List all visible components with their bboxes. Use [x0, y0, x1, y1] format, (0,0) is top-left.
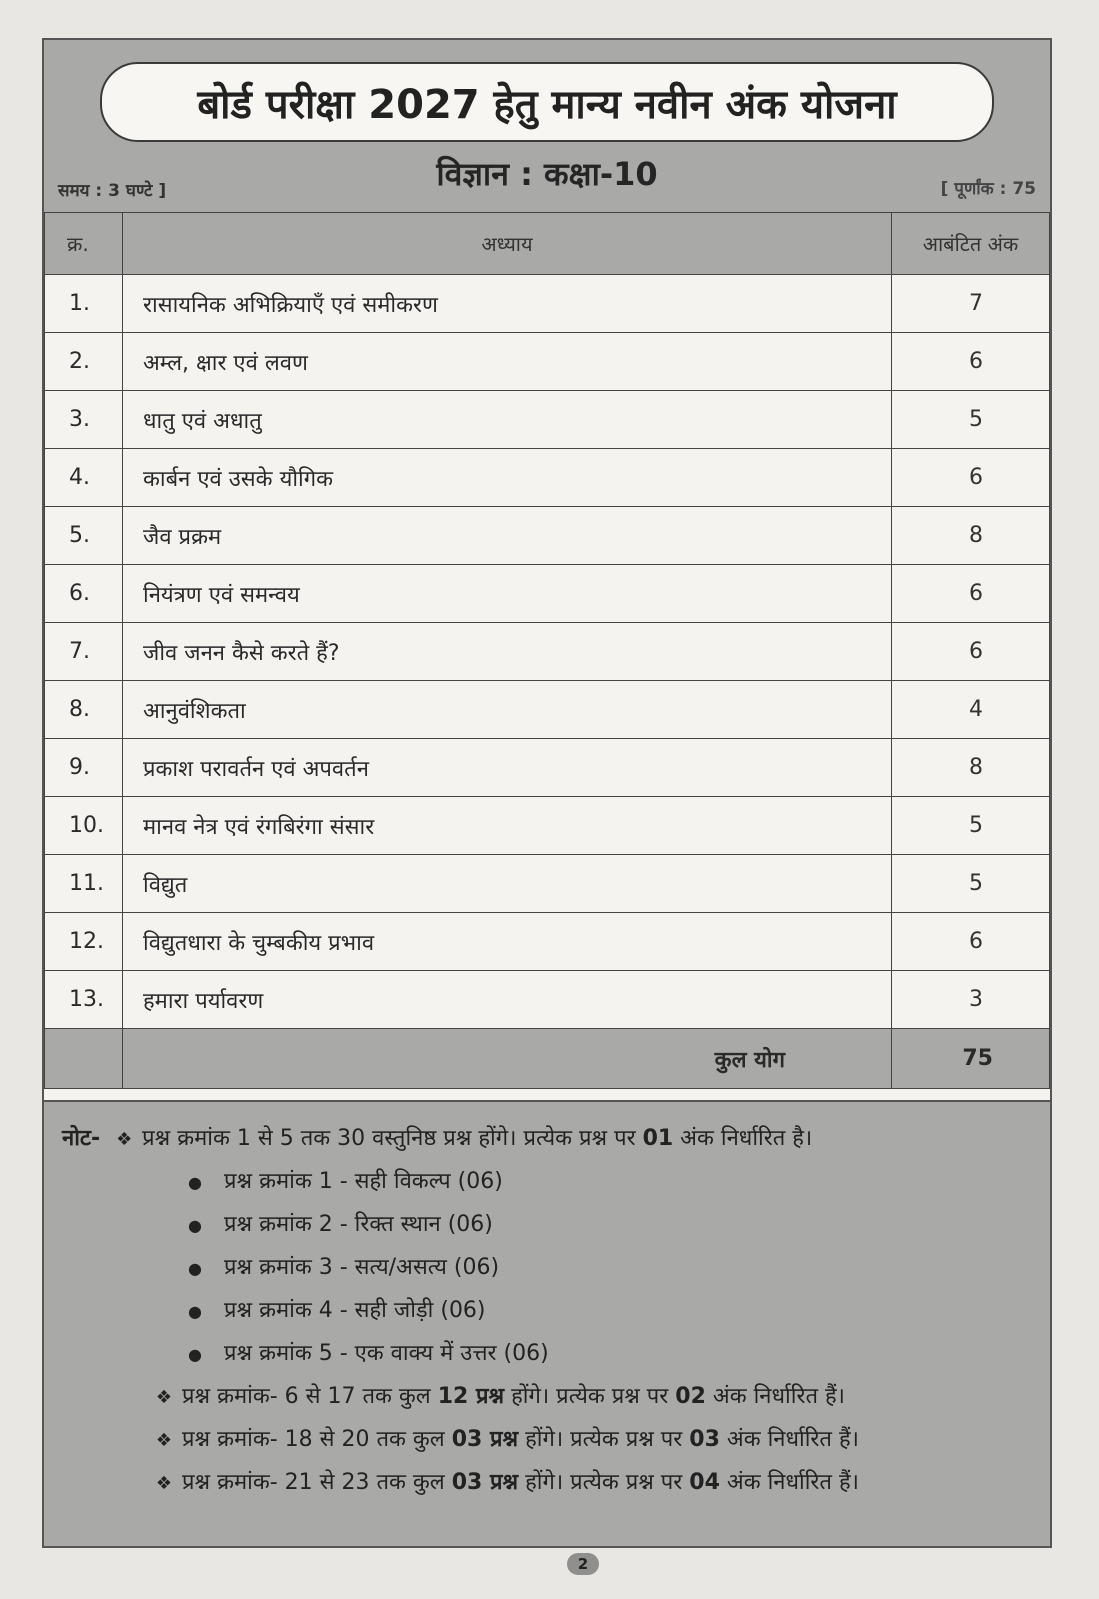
table-row — [45, 391, 1050, 449]
row-chapter: हमारा पर्यावरण — [123, 971, 892, 1029]
note-text-part: अंक निर्धारित हैं। — [719, 1470, 859, 1495]
row-marks: 3 — [892, 971, 1050, 1029]
note-bold-value: 12 प्रश्न — [437, 1384, 505, 1409]
row-chapter: रासायनिक अभिक्रियाएँ एवं समीकरण — [123, 275, 892, 333]
diamond-bullet-icon: ❖ — [155, 1387, 173, 1408]
table-row — [45, 855, 1050, 913]
note-text-part: अंक निर्धारित है। — [673, 1126, 813, 1151]
row-chapter: जीव जनन कैसे करते हैं? — [123, 623, 892, 681]
row-marks: 7 — [892, 275, 1050, 333]
note-label: नोट- — [62, 1126, 101, 1151]
row-chapter: नियंत्रण एवं समन्वय — [123, 565, 892, 623]
row-chapter: मानव नेत्र एवं रंगबिरंगा संसार — [123, 797, 892, 855]
table-row — [45, 449, 1050, 507]
bullet-dot-icon: ● — [188, 1302, 202, 1321]
diamond-bullet-icon: ❖ — [116, 1129, 133, 1150]
page-number: 2 — [567, 1553, 599, 1575]
total-value: 75 — [892, 1029, 1050, 1089]
note-text-part: प्रश्न क्रमांक 1 से 5 तक 30 वस्तुनिष्ठ प्रश्न होंगे। प्रत्येक प्रश्न पर — [142, 1126, 643, 1151]
note-text-part: प्रश्न क्रमांक- 6 से 17 तक कुल — [182, 1384, 438, 1409]
row-marks: 6 — [892, 449, 1050, 507]
note-text-part: होंगे। प्रत्येक प्रश्न पर — [504, 1384, 676, 1409]
total-row — [45, 1029, 1050, 1089]
row-serial: 12. — [45, 913, 123, 971]
row-marks: 6 — [892, 565, 1050, 623]
table-row — [45, 565, 1050, 623]
table-row — [45, 507, 1050, 565]
row-marks: 8 — [892, 739, 1050, 797]
note-item — [62, 1380, 1034, 1423]
table-row — [45, 913, 1050, 971]
row-chapter: विद्युतधारा के चुम्बकीय प्रभाव — [123, 913, 892, 971]
total-empty-cell — [45, 1029, 123, 1089]
sub-note-item — [62, 1251, 1034, 1294]
max-marks: [ पूर्णांक : 75 — [940, 179, 1036, 199]
note-text-part: अंक निर्धारित हैं। — [719, 1427, 859, 1452]
page-title: बोर्ड परीक्षा 2027 हेतु मान्य नवीन अंक योजना — [100, 62, 994, 142]
diamond-bullet-icon: ❖ — [155, 1430, 173, 1451]
header-band — [44, 40, 1050, 214]
row-marks: 5 — [892, 391, 1050, 449]
sub-note-text: प्रश्न क्रमांक 5 - एक वाक्य में उत्तर (06) — [224, 1341, 549, 1366]
bullet-dot-icon: ● — [188, 1259, 202, 1278]
row-marks: 5 — [892, 855, 1050, 913]
note-item — [62, 1122, 1034, 1165]
note-text — [182, 1423, 859, 1453]
notes-section — [44, 1100, 1050, 1546]
bullet-dot-icon: ● — [188, 1345, 202, 1364]
row-marks: 6 — [892, 623, 1050, 681]
row-chapter: अम्ल, क्षार एवं लवण — [123, 333, 892, 391]
exam-time: समय : 3 घण्टे ] — [58, 181, 167, 201]
marks-scheme-table — [44, 212, 1050, 1089]
bullet-dot-icon: ● — [188, 1216, 202, 1235]
row-serial: 5. — [45, 507, 123, 565]
row-serial: 7. — [45, 623, 123, 681]
diamond-bullet-icon: ❖ — [155, 1473, 173, 1494]
sub-note-text: प्रश्न क्रमांक 3 - सत्य/असत्य (06) — [224, 1255, 500, 1280]
note-bold-value: 03 — [689, 1427, 720, 1452]
row-serial: 9. — [45, 739, 123, 797]
row-serial: 13. — [45, 971, 123, 1029]
table-row — [45, 275, 1050, 333]
table-row — [45, 333, 1050, 391]
note-text-part: अंक निर्धारित हैं। — [705, 1384, 845, 1409]
row-chapter: विद्युत — [123, 855, 892, 913]
note-bold-value: 02 — [675, 1384, 706, 1409]
table-row — [45, 971, 1050, 1029]
row-chapter: जैव प्रक्रम — [123, 507, 892, 565]
row-chapter: आनुवंशिकता — [123, 681, 892, 739]
table-row — [45, 681, 1050, 739]
note-text-part: होंगे। प्रत्येक प्रश्न पर — [518, 1470, 690, 1495]
row-chapter: कार्बन एवं उसके यौगिक — [123, 449, 892, 507]
note-bold-value: 03 प्रश्न — [451, 1470, 519, 1495]
note-text — [182, 1466, 859, 1496]
table-row — [45, 797, 1050, 855]
row-marks: 4 — [892, 681, 1050, 739]
note-text — [182, 1380, 845, 1410]
note-text — [142, 1122, 812, 1152]
note-text-part: प्रश्न क्रमांक- 21 से 23 तक कुल — [182, 1470, 452, 1495]
row-serial: 1. — [45, 275, 123, 333]
col-chapter: अध्याय — [123, 213, 892, 275]
row-marks: 6 — [892, 913, 1050, 971]
row-serial: 10. — [45, 797, 123, 855]
table-row — [45, 623, 1050, 681]
row-marks: 5 — [892, 797, 1050, 855]
sub-note-text: प्रश्न क्रमांक 4 - सही जोड़ी (06) — [224, 1298, 486, 1323]
row-serial: 8. — [45, 681, 123, 739]
sub-note-item — [62, 1294, 1034, 1337]
row-chapter: धातु एवं अधातु — [123, 391, 892, 449]
note-item — [62, 1466, 1034, 1509]
total-label: कुल योग — [123, 1029, 892, 1089]
bullet-dot-icon: ● — [188, 1173, 202, 1192]
row-serial: 2. — [45, 333, 123, 391]
note-text-part: प्रश्न क्रमांक- 18 से 20 तक कुल — [182, 1427, 452, 1452]
table-row — [45, 739, 1050, 797]
row-serial: 3. — [45, 391, 123, 449]
sub-note-text: प्रश्न क्रमांक 2 - रिक्त स्थान (06) — [224, 1212, 493, 1237]
col-serial: क्र. — [45, 213, 123, 275]
row-serial: 6. — [45, 565, 123, 623]
note-bold-value: 04 — [689, 1470, 720, 1495]
sub-note-item — [62, 1208, 1034, 1251]
row-serial: 11. — [45, 855, 123, 913]
row-marks: 6 — [892, 333, 1050, 391]
row-serial: 4. — [45, 449, 123, 507]
sub-note-item — [62, 1337, 1034, 1380]
sub-note-text: प्रश्न क्रमांक 1 - सही विकल्प (06) — [224, 1169, 503, 1194]
note-bold-value: 03 प्रश्न — [451, 1427, 519, 1452]
col-marks: आबंटित अंक — [892, 213, 1050, 275]
subject-title: विज्ञान : कक्षा-10 — [436, 155, 658, 193]
note-text-part: होंगे। प्रत्येक प्रश्न पर — [518, 1427, 690, 1452]
row-marks: 8 — [892, 507, 1050, 565]
row-chapter: प्रकाश परावर्तन एवं अपवर्तन — [123, 739, 892, 797]
page-frame — [42, 38, 1052, 1548]
table-header-row — [45, 213, 1050, 275]
sub-note-item — [62, 1165, 1034, 1208]
note-bold-value: 01 — [642, 1126, 674, 1151]
note-item — [62, 1423, 1034, 1466]
